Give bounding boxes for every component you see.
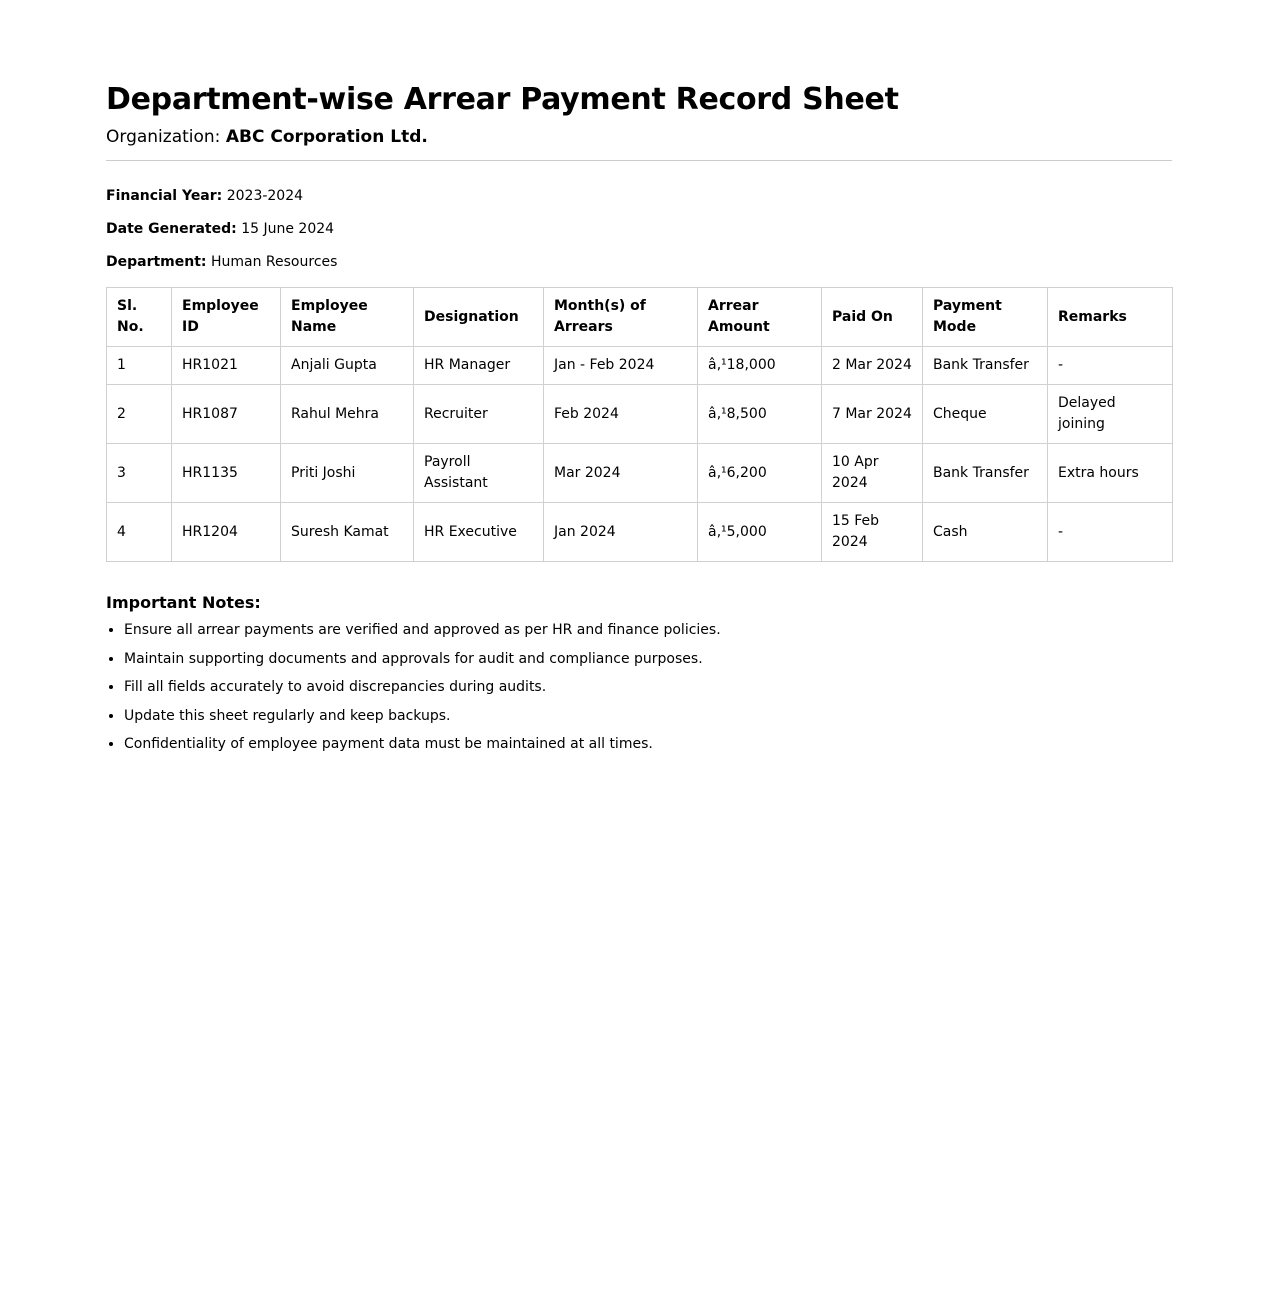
cell-remarks: Extra hours (1048, 444, 1173, 503)
meta-value: 15 June 2024 (241, 221, 335, 237)
cell-months: Feb 2024 (544, 385, 698, 444)
column-header: Designation (414, 288, 544, 347)
cell-paid-on: 7 Mar 2024 (822, 385, 923, 444)
meta-value: 2023-2024 (226, 188, 304, 204)
header-divider (106, 160, 1172, 161)
cell-employee-id: HR1204 (172, 503, 281, 562)
meta-value: Human Resources (210, 254, 338, 270)
cell-payment-mode: Bank Transfer (923, 347, 1048, 385)
cell-employee-name: Suresh Kamat (281, 503, 414, 562)
cell-designation: Payroll Assistant (414, 444, 544, 503)
cell-designation: Recruiter (414, 385, 544, 444)
cell-remarks: - (1048, 347, 1173, 385)
meta-section (106, 187, 1172, 271)
organization-label: Organization: (106, 127, 221, 147)
column-header: Employee ID (172, 288, 281, 347)
meta-financial-year (106, 187, 1172, 205)
cell-months: Jan 2024 (544, 503, 698, 562)
meta-label: Date Generated: (106, 221, 237, 237)
cell-months: Mar 2024 (544, 444, 698, 503)
cell-paid-on: 2 Mar 2024 (822, 347, 923, 385)
cell-remarks: Delayed joining (1048, 385, 1173, 444)
cell-employee-name: Anjali Gupta (281, 347, 414, 385)
column-header: Remarks (1048, 288, 1173, 347)
list-item: • Confidentiality of employee payment data must be maintained at all times. (124, 734, 1172, 754)
cell-sl-no: 3 (107, 444, 172, 503)
cell-employee-id: HR1135 (172, 444, 281, 503)
table-header-row (107, 288, 1173, 347)
meta-label: Financial Year: (106, 188, 223, 204)
notes-title: Important Notes: (106, 593, 261, 612)
cell-paid-on: 10 Apr 2024 (822, 444, 923, 503)
cell-employee-name: Priti Joshi (281, 444, 414, 503)
table-row (107, 444, 1173, 503)
list-item: • Maintain supporting documents and approvals for audit and compliance purposes. (124, 649, 1172, 669)
meta-department (106, 253, 1172, 271)
table-row (107, 347, 1173, 385)
list-item: • Update this sheet regularly and keep backups. (124, 706, 1172, 726)
organization-line (106, 126, 1172, 148)
cell-employee-id: HR1021 (172, 347, 281, 385)
document (106, 80, 1172, 763)
column-header: Paid On (822, 288, 923, 347)
organization-name: ABC Corporation Ltd. (225, 127, 428, 147)
cell-amount: â‚¹6,200 (698, 444, 822, 503)
notes-list (106, 620, 1172, 754)
meta-date-generated (106, 220, 1172, 238)
cell-remarks: - (1048, 503, 1173, 562)
arrear-table (106, 287, 1173, 562)
table-row (107, 503, 1173, 562)
cell-payment-mode: Cheque (923, 385, 1048, 444)
cell-designation: HR Executive (414, 503, 544, 562)
cell-payment-mode: Bank Transfer (923, 444, 1048, 503)
cell-amount: â‚¹8,500 (698, 385, 822, 444)
cell-sl-no: 4 (107, 503, 172, 562)
column-header: Month(s) of Arrears (544, 288, 698, 347)
cell-employee-name: Rahul Mehra (281, 385, 414, 444)
list-item: • Ensure all arrear payments are verified and approved as per HR and finance policies. (124, 620, 1172, 640)
cell-months: Jan - Feb 2024 (544, 347, 698, 385)
meta-label: Department: (106, 254, 207, 270)
column-header: Payment Mode (923, 288, 1048, 347)
cell-employee-id: HR1087 (172, 385, 281, 444)
column-header: Arrear Amount (698, 288, 822, 347)
column-header: Employee Name (281, 288, 414, 347)
cell-paid-on: 15 Feb 2024 (822, 503, 923, 562)
column-header: Sl. No. (107, 288, 172, 347)
cell-amount: â‚¹18,000 (698, 347, 822, 385)
page-title: Department-wise Arrear Payment Record Sheet (106, 82, 899, 117)
cell-sl-no: 2 (107, 385, 172, 444)
cell-amount: â‚¹5,000 (698, 503, 822, 562)
cell-payment-mode: Cash (923, 503, 1048, 562)
table-row (107, 385, 1173, 444)
cell-designation: HR Manager (414, 347, 544, 385)
list-item: • Fill all fields accurately to avoid discrepancies during audits. (124, 677, 1172, 697)
cell-sl-no: 1 (107, 347, 172, 385)
